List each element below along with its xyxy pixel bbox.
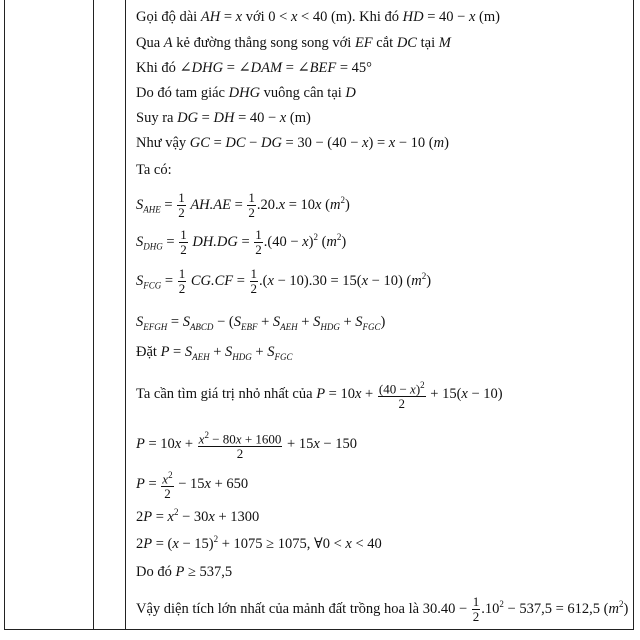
solution-line-15: P = $\frac{x^2}{2}$ − 15x + 650	[136, 470, 249, 502]
solution-line-14: P = 10x + $\frac{x^2 - 80x + 1600}{2}$ + 15x − 150	[136, 430, 357, 462]
text: Do đó tam giác	[136, 85, 225, 101]
table-column-middle	[94, 0, 126, 630]
text: Do đó	[136, 564, 172, 580]
text: cắt	[376, 35, 394, 51]
solution-line-18: Do đó P ≥ 537,5	[136, 564, 233, 580]
text: (m)	[289, 110, 311, 126]
solution-line-8: $S_{AHE}$ = $\frac{1}{2}$ AH.AE = $\frac{1}{2}$ .20.x = 10x $(m^2)$	[136, 190, 350, 220]
text: tại	[420, 35, 436, 51]
solution-line-16: $2P = x^2 - 30x + 1300$	[136, 507, 260, 525]
text: Đặt	[136, 344, 157, 360]
solution-line-12: Đặt $P = S_{AEH} + S_{HDG} + S_{FGC}$	[136, 344, 293, 362]
solution-line-2: Qua A kẻ đường thẳng song song với EF cắt DC tại M	[136, 35, 451, 51]
text: Gọi độ dài	[136, 9, 198, 25]
solution-line-5: Suy ra DG = DH = 40 − x (m)	[136, 110, 311, 126]
text: (m)	[479, 9, 500, 25]
text: Suy ra	[136, 110, 174, 126]
solution-line-13: Ta cần tìm giá trị nhỏ nhất của P = 10x + $\frac{(40 - x)^2}{2}$ + 15(x − 10)	[136, 380, 503, 412]
table-column-left	[4, 0, 94, 630]
text: với	[245, 9, 265, 25]
solution-line-7	[136, 161, 172, 179]
solution-line-1: Gọi độ dài AH = x với 0 < x < 40 (m). Khi đó HD = 40 − x (m)	[136, 9, 500, 25]
solution-line-19: Vậy diện tích lớn nhất của mảnh đất trồng hoa là 30.40 − $\frac{1}{2}$ $.10^2 - 537,5 = 612,5$ $(m^2)$	[136, 594, 629, 624]
text: Vậy diện tích lớn nhất của mảnh đất trồng hoa là	[136, 600, 420, 617]
solution-line-6: Như vậy GC = DC − DG = 30 − (40 − x) = x − 10 (m)	[136, 135, 449, 151]
solution-line-3: Khi đó ∠DHG = ∠DAM = ∠BEF = 45°	[136, 60, 372, 76]
solution-line-4: Do đó tam giác DHG vuông cân tại D	[136, 85, 356, 101]
text: kẻ đường thẳng song song với	[176, 35, 352, 51]
text: Qua	[136, 35, 161, 51]
text: Ta có:	[136, 162, 172, 178]
text: Khi đó	[136, 60, 176, 76]
text: Ta cần tìm giá trị nhỏ nhất của	[136, 386, 313, 402]
text: vuông cân tại	[263, 85, 342, 101]
text: Như vậy	[136, 135, 187, 151]
solution-line-9: $S_{DHG}$ = $\frac{1}{2}$ DH.DG = $\frac{1}{2}$ $.(40 - x)^2$ $(m^2)$	[136, 227, 347, 257]
solution-line-17: $2P = (x - 15)^2 + 1075 \ge 1075$, ∀0 < x < 40	[136, 534, 382, 552]
solution-content	[136, 0, 629, 628]
text: (m). Khi đó	[330, 9, 400, 25]
solution-line-10: $S_{FCG}$ = $\frac{1}{2}$ CG.CF = $\frac{1}{2}$ .(x − 10).30 = 15(x − 10) $(m^2)$	[136, 266, 432, 296]
solution-line-11: $S_{EFGH} = S_{ABCD} - (S_{EBF} + S_{AEH} + S_{HDG} + S_{FGC})$	[136, 314, 386, 332]
